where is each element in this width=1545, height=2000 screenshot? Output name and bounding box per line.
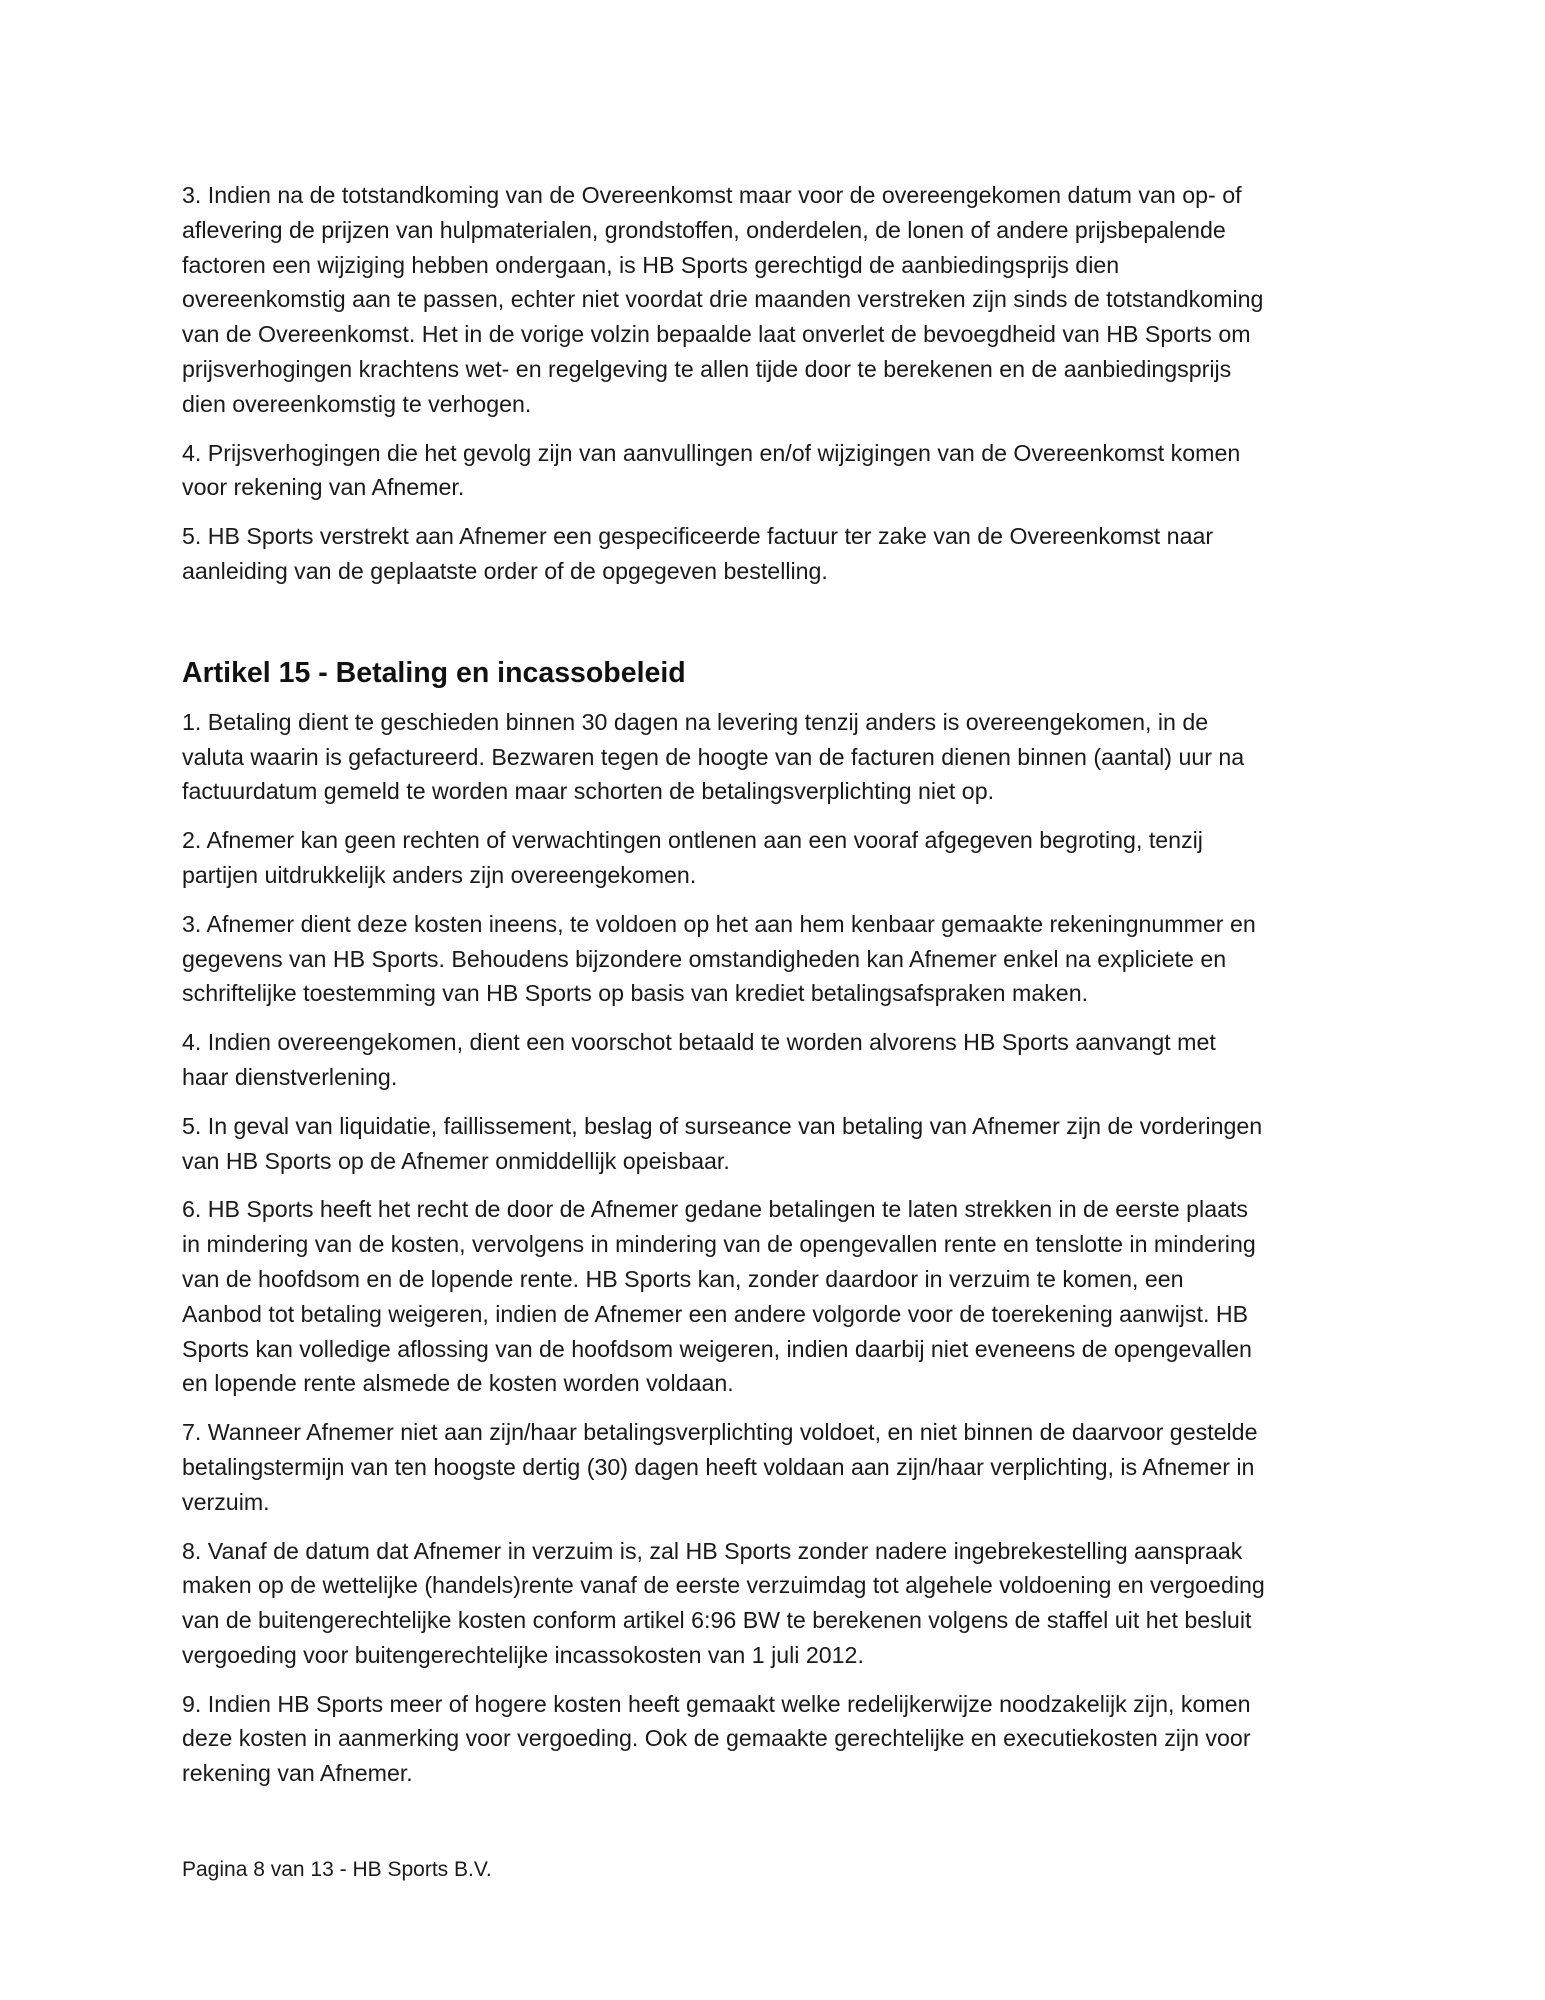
text-line: verzuim. <box>182 1488 270 1515</box>
text-line: 5. HB Sports verstrekt aan Afnemer een gespecificeerde factuur ter zake van de Overeenkomst naar <box>182 523 1214 550</box>
text-line: partijen uitdrukkelijk anders zijn overeengekomen. <box>182 861 697 888</box>
paragraph <box>182 1687 1372 1791</box>
text-line: betalingstermijn van ten hoogste dertig (30) dagen heeft voldaan aan zijn/haar verplichting, is Afnemer in <box>182 1453 1255 1480</box>
paragraph <box>182 436 1372 506</box>
text-line: 7. Wanneer Afnemer niet aan zijn/haar betalingsverplichting voldoet, en niet binnen de daarvoor gestelde <box>182 1419 1258 1446</box>
paragraph <box>182 705 1372 809</box>
text-line: schriftelijke toestemming van HB Sports op basis van krediet betalingsafspraken maken. <box>182 980 1089 1007</box>
text-line: Aanbod tot betaling weigeren, indien de Afnemer een andere volgorde voor de toerekening aanwijst. HB <box>182 1300 1249 1327</box>
text-line: 8. Vanaf de datum dat Afnemer in verzuim is, zal HB Sports zonder nadere ingebrekestelling aanspraak <box>182 1537 1243 1564</box>
text-line: factuurdatum gemeld te worden maar schorten de betalingsverplichting niet op. <box>182 778 995 805</box>
text-line: 4. Indien overeengekomen, dient een voorschot betaald te worden alvorens HB Sports aanvangt met <box>182 1029 1216 1056</box>
text-line: 4. Prijsverhogingen die het gevolg zijn van aanvullingen en/of wijzigingen van de Overeenkomst komen <box>182 439 1241 466</box>
page-footer: Pagina 8 van 13 - HB Sports B.V. <box>182 1858 492 1881</box>
text-line: 3. Indien na de totstandkoming van de Overeenkomst maar voor de overeengekomen datum van op- of <box>182 182 1242 208</box>
text-line: deze kosten in aanmerking voor vergoeding. Ook de gemaakte gerechtelijke en executiekosten zijn voor <box>182 1725 1251 1752</box>
text-line: van HB Sports op de Afnemer onmiddellijk opeisbaar. <box>182 1147 730 1174</box>
text-line: van de Overeenkomst. Het in de vorige volzin bepaalde laat onverlet de bevoegdheid van HB Sports om <box>182 321 1251 348</box>
section-paragraphs <box>182 705 1372 1791</box>
paragraph <box>182 519 1372 589</box>
paragraph <box>182 1192 1372 1401</box>
text-line: haar dienstverlening. <box>182 1063 398 1090</box>
text-line: en lopende rente alsmede de kosten worden voldaan. <box>182 1370 734 1397</box>
paragraph <box>182 1109 1372 1179</box>
paragraph <box>182 1534 1372 1673</box>
text-line: 9. Indien HB Sports meer of hogere kosten heeft gemaakt welke redelijkerwijze noodzakelijk zijn, komen <box>182 1690 1251 1717</box>
paragraph <box>182 823 1372 893</box>
text-line: aflevering de prijzen van hulpmaterialen, grondstoffen, onderdelen, de lonen of andere prijsbepalende <box>182 216 1226 243</box>
paragraph <box>182 1025 1372 1095</box>
text-line: vergoeding voor buitengerechtelijke incassokosten van 1 juli 2012. <box>182 1641 864 1668</box>
text-line: overeenkomstig aan te passen, echter niet voordat drie maanden verstreken zijn sinds de totstandkoming <box>182 286 1264 313</box>
text-line: aanleiding van de geplaatste order of de opgegeven bestelling. <box>182 557 828 584</box>
text-line: maken op de wettelijke (handels)rente vanaf de eerste verzuimdag tot algehele voldoening en vergoeding <box>182 1572 1265 1599</box>
text-line: van de hoofdsom en de lopende rente. HB Sports kan, zonder daardoor in verzuim te komen, een <box>182 1265 1184 1292</box>
text-line: factoren een wijziging hebben ondergaan, is HB Sports gerechtigd de aanbiedingsprijs dien <box>182 251 1120 278</box>
text-line: 3. Afnemer dient deze kosten ineens, te voldoen op het aan hem kenbaar gemaakte rekeningnummer en <box>182 910 1256 937</box>
text-line: in mindering van de kosten, vervolgens in mindering van de opengevallen rente en tenslotte in mindering <box>182 1231 1256 1258</box>
document-page <box>182 178 1372 1805</box>
paragraph <box>182 178 1372 422</box>
text-line: 5. In geval van liquidatie, faillissement, beslag of surseance van betaling van Afnemer zijn de vorderingen <box>182 1112 1263 1139</box>
paragraph <box>182 1415 1372 1519</box>
text-line: voor rekening van Afnemer. <box>182 474 465 501</box>
text-line: prijsverhogingen krachtens wet- en regelgeving te allen tijde door te berekenen en de aanbiedingsprijs <box>182 355 1232 382</box>
text-line: gegevens van HB Sports. Behoudens bijzondere omstandigheden kan Afnemer enkel na expliciete en <box>182 945 1227 972</box>
text-line: van de buitengerechtelijke kosten conform artikel 6:96 BW te berekenen volgens de staffel uit het besluit <box>182 1607 1252 1634</box>
text-line: 1. Betaling dient te geschieden binnen 30 dagen na levering tenzij anders is overeengekomen, in de <box>182 708 1209 735</box>
text-line: 6. HB Sports heeft het recht de door de Afnemer gedane betalingen te laten strekken in de eerste plaats <box>182 1196 1249 1223</box>
text-line: valuta waarin is gefactureerd. Bezwaren tegen de hoogte van de facturen dienen binnen (aantal) uur na <box>182 743 1245 770</box>
intro-paragraphs <box>182 178 1372 589</box>
text-line: 2. Afnemer kan geen rechten of verwachtingen ontlenen aan een vooraf afgegeven begroting, tenzij <box>182 827 1203 854</box>
text-line: Sports kan volledige aflossing van de hoofdsom weigeren, indien daarbij niet eveneens de opengevallen <box>182 1335 1252 1362</box>
paragraph <box>182 907 1372 1011</box>
text-line: dien overeenkomstig te verhogen. <box>182 390 532 417</box>
text-line: rekening van Afnemer. <box>182 1760 413 1787</box>
section-heading: Artikel 15 - Betaling en incassobeleid <box>182 656 686 689</box>
